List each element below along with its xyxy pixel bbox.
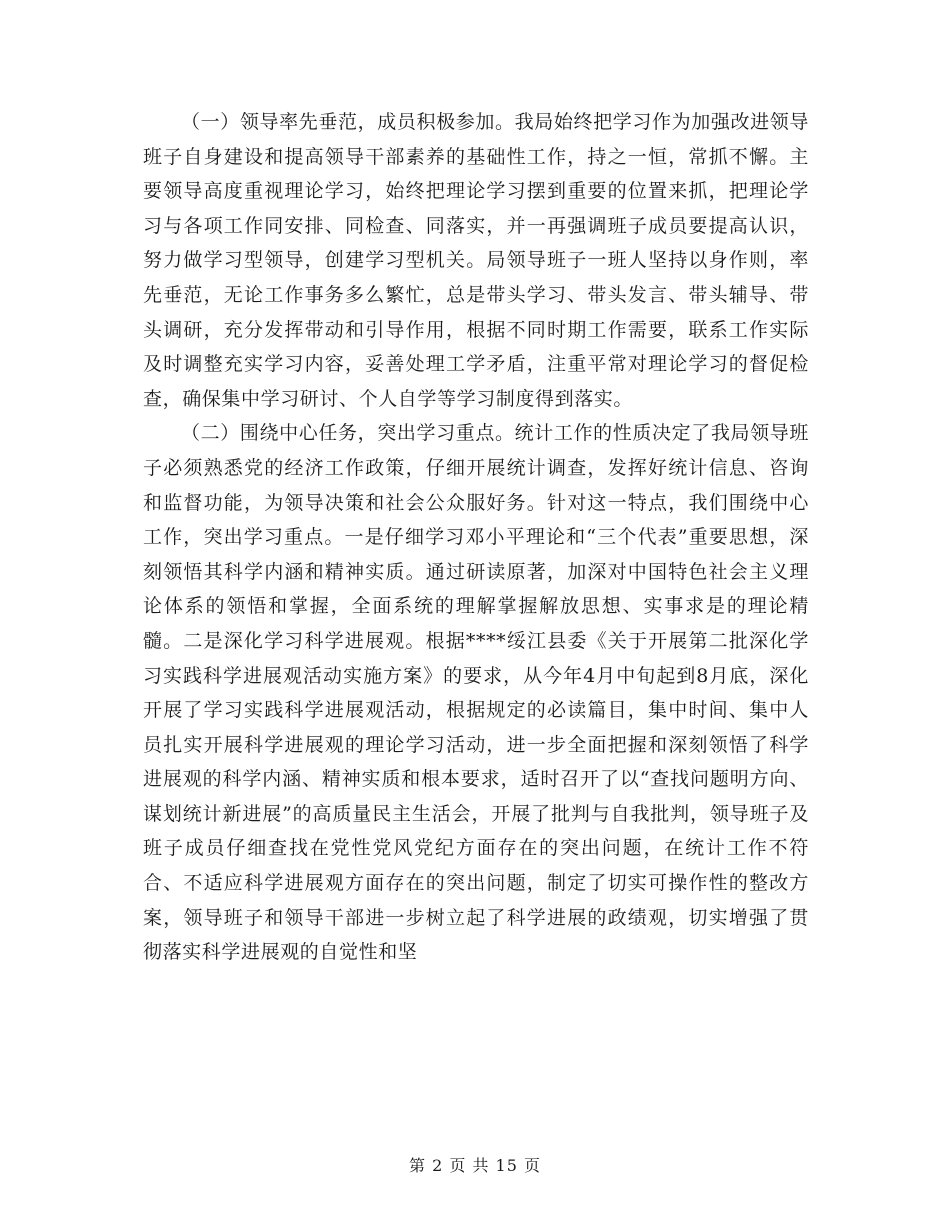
- footer-prefix: 第: [408, 1156, 426, 1175]
- paragraph-focus: （二）围绕中心任务，突出学习重点。统计工作的性质决定了我局领导班子必须熟悉党的经济工作政策，仔细开展统计调查，发挥好统计信息、咨询和监督功能，为领导决策和社会公众服好务。针对这一特点，我们围绕中心工作，突出学习重点。一是仔细学习邓小平理论和“三个代表”重要思想，深刻领悟其科学内涵和精神实质。通过研读原著，加深对中国特色社会主义理论体系的领悟和掌握，全面系统的理解掌握解放思想、实事求是的理论精髓。二是深化学习科学进展观。根据****绥江县委《关于开展第二批深化学习实践科学进展观活动实施方案》的要求，从今年4月中旬起到8月底，深化开展了学习实践科学进展观活动，根据规定的必读篇目，集中时间、集中人员扎实开展科学进展观的理论学习活动，进一步全面把握和深刻领悟了科学进展观的科学内涵、精神实质和根本要求，适时召开了以“查找问题明方向、谋划统计新进展”的高质量民主生活会，开展了批判与自我批判，领导班子及班子成员仔细查找在党性党风党纪方面存在的突出问题，在统计工作不符合、不适应科学进展观方面存在的突出问题，制定了切实可操作性的整改方案，领导班子和领导干部进一步树立起了科学进展的政绩观，切实增强了贯彻落实科学进展观的自觉性和坚: [143, 422, 809, 964]
- footer-total-pages: 15: [495, 1156, 518, 1175]
- footer-current-page: 2: [432, 1156, 444, 1175]
- footer-suffix: 页: [524, 1156, 542, 1175]
- document-body: [143, 105, 809, 970]
- paragraph-leadership: （一）领导率先垂范，成员积极参加。我局始终把学习作为加强改进领导班子自身建设和提高领导干部素养的基础性工作，持之一恒，常抓不懈。主要领导高度重视理论学习，始终把理论学习摆到重要的位置来抓，把理论学习与各项工作同安排、同检查、同落实，并一再强调班子成员要提高认识，努力做学习型领导，创建学习型机关。局领导班子一班人坚持以身作则，率先垂范，无论工作事务多么繁忙，总是带头学习、带头发言、带头辅导、带头调研，充分发挥带动和引导作用，根据不同时期工作需要，联系工作实际及时调整充实学习内容，妥善处理工学矛盾，注重平常对理论学习的督促检查，确保集中学习研讨、个人自学等学习制度得到落实。: [143, 111, 809, 410]
- page-footer: [0, 1153, 950, 1176]
- footer-middle: 页 共: [449, 1156, 490, 1175]
